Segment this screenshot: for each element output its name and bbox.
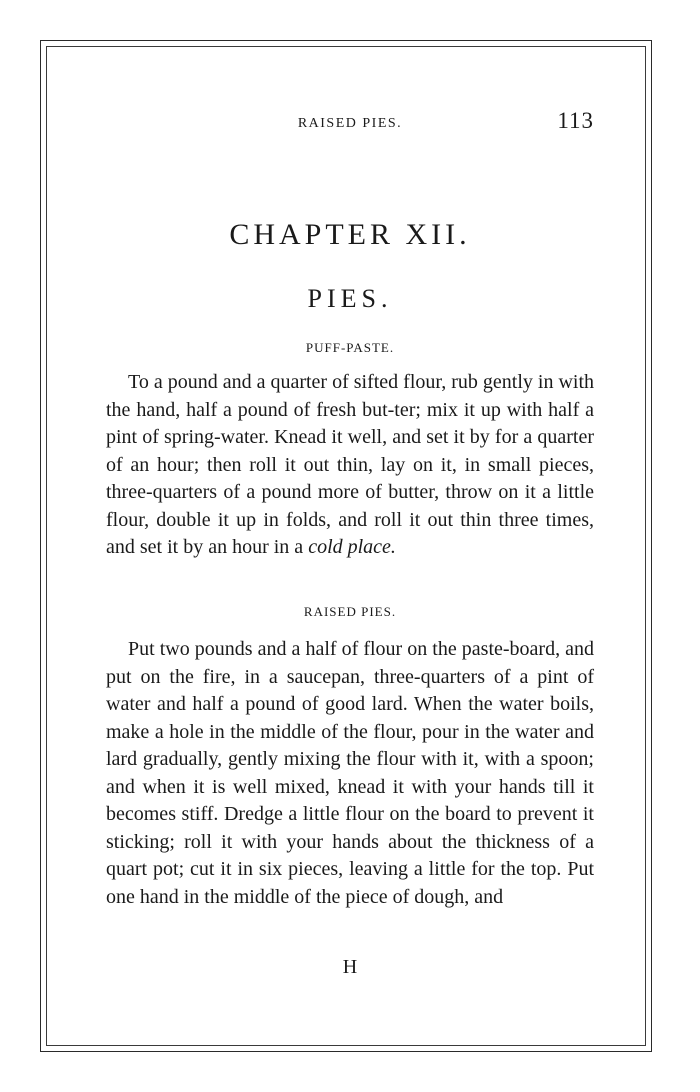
chapter-number: CHAPTER XII. (229, 218, 471, 251)
book-page (106, 0, 594, 1092)
paragraph-text: To a pound and a quarter of sifted flour, rub gently in with the hand, half a pound of fresh but-ter; mix it up with half a pint of spring-water. Knead it well, and set it by for a quarter of an hour; then roll it out thin, lay on it, in small pieces, three-quarters of a pound more of butter, throw on it a little flour, double it up in folds, and roll it out thin three times, and set it by an hour in a (106, 371, 595, 558)
italic-text: cold place. (308, 536, 396, 558)
paragraph-raised-pies: Put two pounds and a half of flour on the paste-board, and put on the fire, in a saucepan, three-quarters of a pint of water and half a pound of good lard. When the water boils, make a hole in the middle of the flour, pour in the water and lard gradually, gently mixing the flour with it, with a spoon; and when it is well mixed, knead it with your hands till it becomes stiff. Dredge a little flour on the board to prevent it sticking; roll it with your hands about the thickness of a quart pot; cut it in six pieces, leaving a little for the top. Put one hand in the middle of the piece of dough, and (106, 638, 594, 908)
page-number: 113 (557, 108, 594, 133)
section-heading-raised-pies: RAISED PIES. (303, 604, 397, 619)
paragraph-puff-paste (106, 369, 594, 562)
running-title: RAISED PIES. (297, 116, 403, 131)
chapter-title: PIES. (307, 284, 393, 313)
signature-mark: H (342, 956, 358, 978)
section-heading-puff-paste: PUFF-PASTE. (305, 340, 395, 355)
running-header (106, 108, 594, 136)
